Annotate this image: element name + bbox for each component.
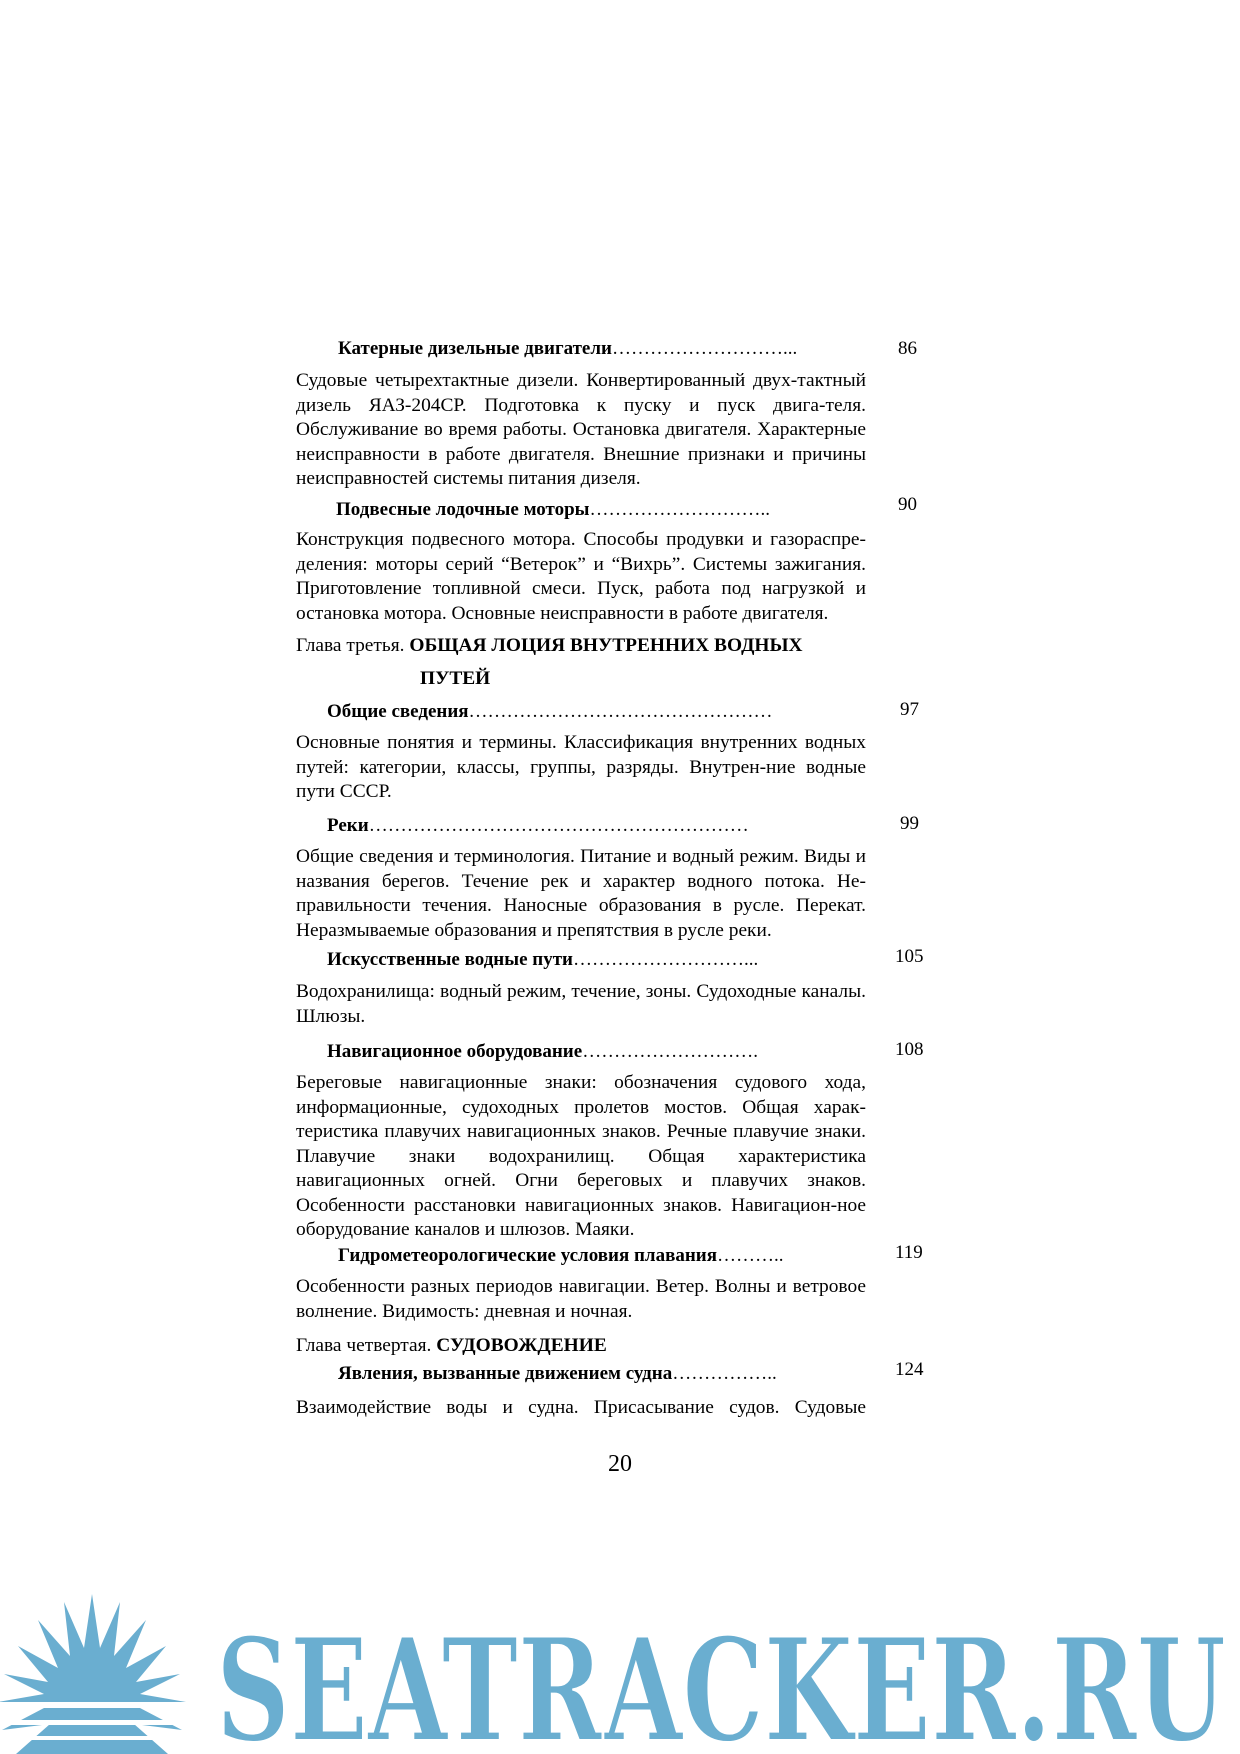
toc-page-number: 105 <box>895 946 924 967</box>
chapter-prefix: Глава четвертая. <box>296 1335 432 1356</box>
toc-description: Особенности разных периодов навигации. Ветер. Волны и ветровое волнение. Видимость: дневная и ночная. <box>296 1276 866 1322</box>
chapter-heading <box>296 634 803 659</box>
toc-description: Судовые четырехтактные дизели. Конвертированный двух-тактный дизель ЯАЗ-204СР. Подготовка к пуску и пуск двига-теля. Обслуживание во время работы. Остановка двигателя. Характерные неисправности в работе двигателя. Внешние признаки и причины неисправностей системы питания дизеля. <box>296 370 866 489</box>
sun-logo-icon <box>0 1594 200 1754</box>
toc-page-number: 86 <box>898 338 917 359</box>
toc-heading-title: Общие сведения <box>327 701 469 722</box>
toc-page-number: 119 <box>895 1242 923 1263</box>
toc-dot-leader: …………….. <box>672 1363 777 1384</box>
toc-heading <box>327 815 749 837</box>
toc-heading-title: Катерные дизельные двигатели <box>338 338 612 359</box>
toc-page-number: 124 <box>895 1359 924 1380</box>
toc-description: Конструкция подвесного мотора. Способы продувки и газораспре-деления: моторы серий “Ветерок” и “Вихрь”. Системы зажигания. Приготовление топливной смеси. Пуск, работа под нагрузкой и остановка мотора. Основные неисправности в работе двигателя. <box>296 529 866 624</box>
chapter-title: ОБЩАЯ ЛОЦИЯ ВНУТРЕННИХ ВОДНЫХ <box>409 635 803 656</box>
toc-heading <box>338 1245 784 1267</box>
toc-heading-title: Навигационное оборудование <box>327 1041 583 1062</box>
toc-heading <box>327 1041 758 1063</box>
chapter-title: СУДОВОЖДЕНИЕ <box>436 1335 607 1356</box>
toc-heading <box>338 338 797 360</box>
toc-page-number: 90 <box>898 494 917 515</box>
watermark <box>0 1590 1240 1754</box>
toc-page-number: 97 <box>900 699 919 720</box>
toc-heading-title: Гидрометеорологические условия плавания <box>338 1245 718 1266</box>
page-number: 20 <box>608 1451 632 1477</box>
toc-dot-leader: ………………………... <box>573 949 759 970</box>
toc-description: Водохранилища: водный режим, течение, зоны. Судоходные каналы. Шлюзы. <box>296 981 866 1027</box>
toc-dot-leader: ………………………... <box>611 338 798 359</box>
toc-heading-title: Искусственные водные пути <box>327 949 573 970</box>
toc-heading-title: Реки <box>327 815 369 836</box>
toc-heading <box>327 949 758 971</box>
chapter-prefix: Глава третья. <box>296 635 405 656</box>
toc-heading-title: Подвесные лодочные моторы <box>336 499 590 520</box>
toc-heading <box>327 701 773 723</box>
toc-dot-leader: …………………………………………………… <box>368 815 749 836</box>
chapter-heading <box>296 1334 607 1359</box>
toc-dot-leader: ……………………….. <box>589 499 771 520</box>
toc-description: Береговые навигационные знаки: обозначения судового хода, информационные, судоходных пролетов мостов. Общая харак-теристика плавучих навигационных знаков. Речные плавучие знаки. Плавучие знаки водохранилищ. Общая характеристика навигационных огней. Огни береговых и плавучих знаков. Особенности расстановки навигационных знаков. Навигацион-ное оборудование каналов и шлюзов. Маяки. <box>296 1072 866 1240</box>
toc-heading <box>338 1363 777 1385</box>
toc-description: Взаимодействие воды и судна. Присасывание судов. Судовые <box>296 1397 866 1418</box>
chapter-title-continued: ПУТЕЙ <box>420 668 491 689</box>
watermark-text: SEATRACKER.RU <box>216 1608 1226 1754</box>
toc-page-number: 99 <box>900 813 919 834</box>
toc-heading <box>336 499 770 521</box>
toc-dot-leader: ………………………. <box>582 1041 758 1062</box>
toc-heading-title: Явления, вызванные движением судна <box>338 1363 673 1384</box>
toc-description: Основные понятия и термины. Классификация внутренних водных путей: категории, классы, группы, разряды. Внутрен-ние водные пути СССР. <box>296 732 866 802</box>
toc-page-number: 108 <box>895 1039 924 1060</box>
toc-dot-leader: ………………………………………… <box>468 701 773 722</box>
toc-description: Общие сведения и терминология. Питание и водный режим. Виды и названия берегов. Течение рек и характер водного потока. Не-правильности течения. Наносные образования в русле. Перекат. Неразмываемые образования и препятствия в русле реки. <box>296 846 866 941</box>
toc-dot-leader: ……….. <box>717 1245 784 1266</box>
